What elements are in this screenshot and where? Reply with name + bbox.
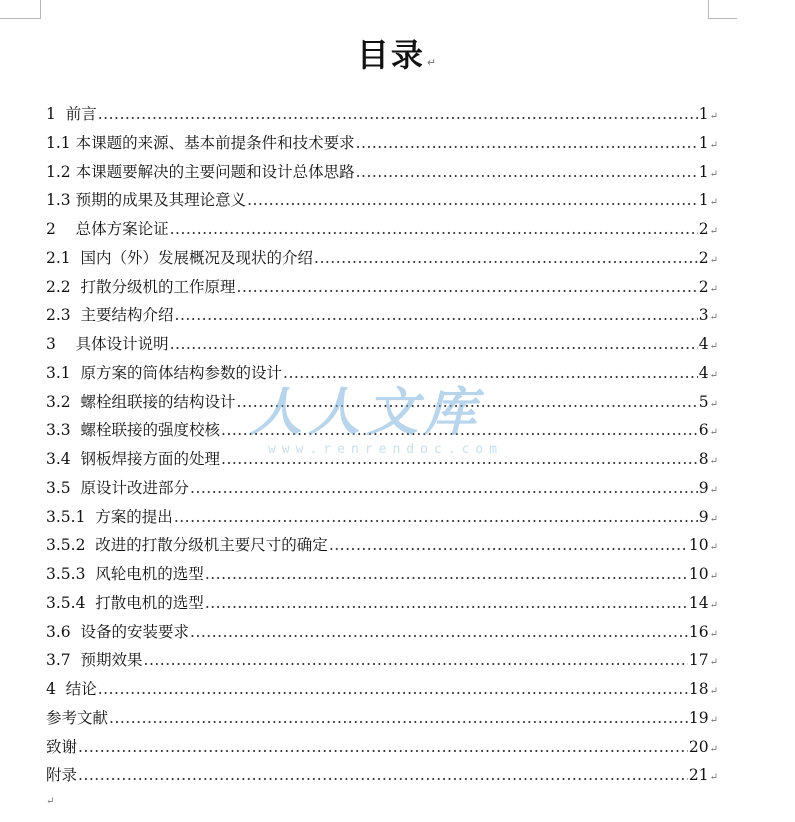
toc-entry-page-number: 18: [688, 680, 709, 698]
toc-entry-number: 3.1: [46, 363, 81, 382]
title-text: 目录: [356, 36, 425, 74]
toc-entry[interactable]: [46, 359, 718, 388]
toc-entry[interactable]: [46, 503, 718, 532]
page-corner-mark-top-right: [708, 0, 737, 19]
toc-entry-page-number: 9: [698, 507, 709, 526]
toc-entry-page-number: 14: [688, 593, 709, 612]
toc-entry-page-number: 20: [688, 737, 709, 756]
toc-entry-page-number: 5: [698, 392, 709, 411]
paragraph-mark-icon: ↵: [709, 628, 718, 640]
toc-dot-leader: [247, 186, 698, 215]
paragraph-mark-icon: ↵: [709, 283, 718, 295]
paragraph-mark-icon: ↵: [709, 456, 718, 467]
paragraph-mark-icon: ↵: [709, 772, 718, 784]
paragraph-mark-icon: ↵: [709, 571, 718, 582]
toc-dot-leader: [109, 704, 688, 733]
paragraph-mark-icon: ↵: [709, 168, 718, 180]
toc-entry[interactable]: [46, 273, 718, 302]
paragraph-mark-icon: ↵: [709, 197, 718, 209]
toc-entry-page-number: 19: [688, 708, 709, 727]
toc-entry-title: 具体设计说明: [75, 335, 169, 353]
toc-entry-number: 1.2: [46, 162, 76, 181]
paragraph-mark-icon: ↵: [709, 743, 718, 755]
toc-entry[interactable]: [46, 646, 718, 675]
toc-entry-page-number: 9: [698, 478, 709, 497]
toc-entry-number: 1.1: [46, 133, 76, 152]
toc-entry[interactable]: [46, 330, 718, 359]
toc-entry[interactable]: [46, 129, 718, 158]
toc-entry-title: 螺栓组联接的结构设计: [80, 392, 236, 411]
paragraph-mark-icon: ↵: [709, 254, 718, 266]
toc-dot-leader: [237, 388, 698, 417]
toc-entry-title: 改进的打散分级机主要尺寸的确定: [95, 536, 328, 555]
toc-entry-title: 本课题要解决的主要问题和设计总体思路: [75, 162, 355, 181]
toc-entry[interactable]: [46, 589, 718, 618]
toc-dot-leader: [78, 761, 688, 790]
toc-entry-page-number: 17: [688, 651, 709, 670]
toc-dot-leader: [144, 646, 688, 675]
toc-dot-leader: [329, 531, 688, 560]
toc-entry[interactable]: [46, 158, 718, 187]
toc-entry-title: 结论: [65, 680, 97, 698]
table-of-contents: [46, 100, 718, 790]
toc-entry[interactable]: [46, 618, 718, 647]
toc-dot-leader: [356, 129, 698, 158]
toc-entry-title: 预期效果: [80, 651, 143, 670]
toc-entry-number: 2.1: [46, 248, 81, 267]
paragraph-mark-icon: ↵: [709, 657, 718, 669]
paragraph-mark-icon: ↵: [709, 398, 718, 410]
toc-entry-page-number: 1: [698, 191, 709, 210]
toc-entry[interactable]: [46, 244, 718, 273]
paragraph-mark-icon: ↵: [426, 56, 439, 69]
toc-entry-page-number: 2: [698, 220, 709, 238]
paragraph-mark-icon: ↵: [709, 599, 718, 611]
toc-entry-number: 3.7: [46, 651, 81, 670]
toc-entry-title: 致谢: [46, 737, 78, 756]
toc-entry-page-number: 2: [698, 248, 709, 267]
toc-entry-number: 2.3: [46, 306, 81, 325]
toc-entry-number: 3: [46, 335, 76, 353]
watermark-logo-text: 人人文库: [250, 383, 483, 443]
toc-entry-number: 3.3: [46, 421, 81, 440]
paragraph-mark-icon: ↵: [709, 226, 718, 237]
toc-entry[interactable]: [46, 215, 718, 244]
paragraph-mark-icon: ↵: [709, 139, 718, 151]
toc-entry-number: 2.2: [46, 277, 81, 296]
toc-entry[interactable]: [46, 675, 718, 704]
toc-entry-number: 3.5.1: [46, 507, 96, 526]
toc-entry-page-number: 21: [688, 766, 709, 785]
toc-entry[interactable]: [46, 445, 718, 474]
paragraph-mark-icon: ↵: [709, 513, 718, 525]
toc-entry[interactable]: [46, 761, 718, 790]
toc-entry-title: 总体方案论证: [75, 220, 169, 238]
toc-entry-page-number: 2: [698, 277, 709, 296]
toc-entry[interactable]: [46, 474, 718, 503]
paragraph-mark-icon: ↵: [709, 686, 718, 697]
toc-dot-leader: [98, 675, 688, 704]
toc-entry-title: 参考文献: [46, 708, 109, 727]
toc-entry-number: 1: [46, 105, 66, 123]
toc-entry[interactable]: [46, 531, 718, 560]
toc-entry-title: 风轮电机的选型: [95, 565, 204, 583]
toc-entry-page-number: 10: [688, 565, 709, 583]
toc-dot-leader: [237, 273, 698, 302]
paragraph-mark-icon: ↵: [709, 714, 718, 726]
toc-entry-number: 3.5.3: [46, 565, 96, 583]
toc-entry[interactable]: [46, 388, 718, 417]
toc-entry-title: 本课题的来源、基本前提条件和技术要求: [75, 133, 355, 152]
toc-dot-leader: [175, 301, 698, 330]
toc-entry-title: 设备的安装要求: [80, 622, 190, 641]
toc-entry-number: 3.2: [46, 392, 81, 411]
toc-dot-leader: [170, 330, 698, 359]
toc-entry-number: 1.3: [46, 191, 76, 210]
toc-entry-page-number: 10: [688, 536, 709, 555]
toc-entry-number: 3.6: [46, 622, 81, 641]
toc-entry-title: 打散电机的选型: [95, 593, 204, 612]
toc-dot-leader: [205, 589, 688, 618]
paragraph-mark-icon: ↵: [46, 796, 55, 807]
toc-entry-page-number: 1: [698, 133, 709, 152]
toc-entry-page-number: 3: [698, 306, 709, 325]
toc-entry-title: 主要结构介绍: [80, 306, 174, 325]
toc-entry[interactable]: [46, 733, 718, 762]
toc-entry-title: 国内（外）发展概况及现状的介绍: [80, 248, 314, 267]
paragraph-mark-icon: ↵: [709, 427, 718, 439]
toc-entry-number: 2: [46, 220, 76, 238]
watermark-url: www.renrendoc.com: [268, 442, 504, 457]
toc-dot-leader: [221, 445, 698, 474]
paragraph-mark-icon: ↵: [709, 542, 718, 554]
toc-entry-title: 方案的提出: [95, 507, 173, 526]
toc-entry-page-number: 6: [698, 421, 709, 440]
toc-entry-number: 3.4: [46, 450, 81, 468]
page-corner-mark-top-left: [0, 0, 41, 19]
toc-entry-page-number: 8: [698, 450, 709, 468]
toc-entry[interactable]: [46, 100, 718, 129]
paragraph-mark-icon: ↵: [709, 312, 718, 324]
paragraph-mark-icon: ↵: [709, 484, 718, 496]
paragraph-mark-icon: ↵: [709, 111, 718, 122]
toc-entry-title: 附录: [46, 766, 78, 785]
paragraph-mark-icon: ↵: [709, 341, 718, 352]
toc-entry-title: 前言: [65, 105, 97, 123]
toc-entry-page-number: 1: [698, 162, 709, 181]
paragraph-mark-icon: ↵: [709, 369, 718, 381]
toc-dot-leader: [190, 618, 688, 647]
toc-entry-title: 预期的成果及其理论意义: [75, 191, 247, 210]
toc-entry[interactable]: [46, 186, 718, 215]
toc-dot-leader: [190, 474, 698, 503]
toc-entry[interactable]: [46, 301, 718, 330]
page-title: [0, 30, 795, 76]
toc-entry-number: 3.5: [46, 478, 81, 497]
toc-entry-page-number: 1: [698, 105, 709, 123]
toc-dot-leader: [314, 244, 698, 273]
toc-entry-page-number: 4: [698, 335, 709, 353]
toc-entry-page-number: 16: [688, 622, 709, 641]
toc-dot-leader: [78, 733, 688, 762]
toc-entry-page-number: 4: [698, 363, 709, 382]
toc-dot-leader: [221, 416, 698, 445]
toc-entry[interactable]: [46, 416, 718, 445]
toc-entry-title: 原设计改进部分: [80, 478, 190, 497]
toc-dot-leader: [170, 215, 698, 244]
toc-dot-leader: [356, 158, 698, 187]
toc-dot-leader: [283, 359, 698, 388]
toc-entry[interactable]: [46, 560, 718, 589]
toc-entry[interactable]: [46, 704, 718, 733]
toc-entry-title: 原方案的筒体结构参数的设计: [80, 363, 283, 382]
toc-entry-title: 钢板焊接方面的处理: [80, 450, 221, 468]
toc-entry-number: 3.5.2: [46, 536, 96, 555]
toc-entry-number: 4: [46, 680, 66, 698]
toc-entry-number: 3.5.4: [46, 593, 96, 612]
toc-entry-title: 螺栓联接的强度校核: [80, 421, 221, 440]
toc-dot-leader: [98, 100, 698, 129]
toc-dot-leader: [205, 560, 688, 589]
toc-dot-leader: [174, 503, 698, 532]
toc-entry-title: 打散分级机的工作原理: [80, 277, 236, 296]
